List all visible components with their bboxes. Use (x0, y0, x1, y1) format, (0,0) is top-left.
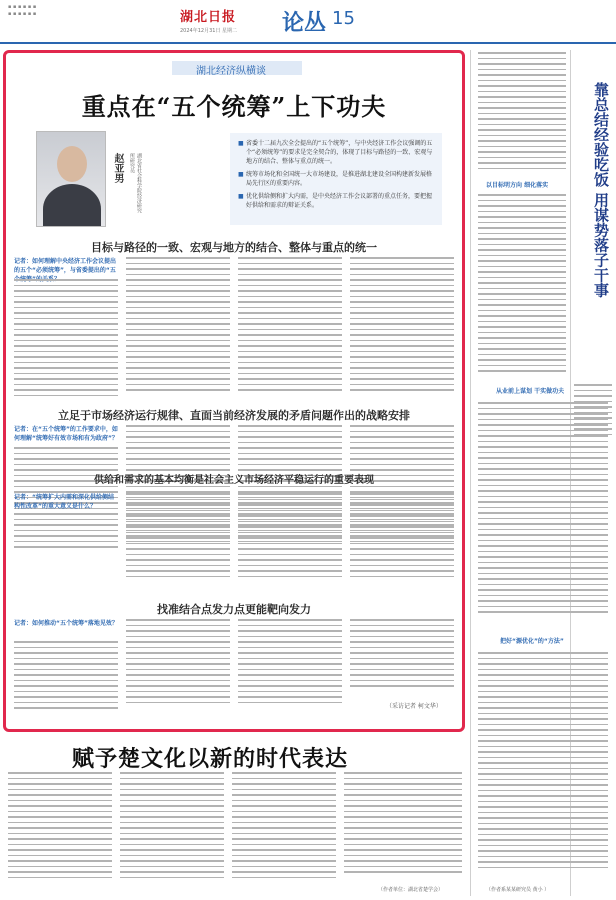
masthead (0, 0, 616, 44)
section-title: 论丛 (282, 10, 327, 36)
text-column (238, 619, 342, 715)
text-column (126, 257, 230, 403)
article-credit: （采访记者 柯文华） (386, 703, 442, 710)
text-column (350, 257, 454, 403)
side-text (478, 402, 608, 628)
text-column (238, 493, 342, 589)
column-divider (470, 50, 471, 896)
interview-question: 记者：“统筹扩大内需和深化供给侧结构性改革”的重大意义是什么？ (14, 494, 114, 510)
subhead: 目标与路径的一致、宏观与地方的结合、整体与重点的统一 (91, 241, 377, 254)
bottom-text-column (8, 772, 112, 894)
bottom-text-column (232, 772, 336, 894)
side-credit: （作者系某某研究员 黄小 ） (486, 887, 550, 893)
side-subhead: 从业前上谋划 干实做功夫 (496, 388, 565, 395)
interview-question: 记者：如何理解中央经济工作会议提出的五个“必须统筹”，与省委提出的“五 (14, 258, 117, 274)
highlighted-article[interactable] (3, 50, 465, 732)
bottom-text-column (344, 772, 462, 894)
summary-item: ■ 优化供给侧和扩大内需，是中央经济工作会议部署的重点任务，要把握好供给和需求的辩证关系。 (238, 192, 434, 210)
article-headline: 重点在“五个统筹”上下功夫 (81, 92, 387, 121)
subhead: 立足于市场经济运行规律、直面当前经济发展的矛盾问题作出的战略安排 (58, 409, 410, 422)
text-column (126, 619, 230, 715)
author-photo (36, 131, 106, 227)
page-number: 15 (332, 8, 355, 29)
author-name: 赵亚男 (112, 153, 123, 183)
side-text (478, 652, 608, 884)
text-column (14, 279, 118, 403)
text-column (238, 257, 342, 403)
side-text (478, 52, 566, 176)
bottom-headline: 赋予楚文化以新的时代表达 (72, 746, 349, 772)
paper-name: 湖北日报 (180, 10, 237, 25)
bottom-credit: （作者单位：湖北省楚学会） (378, 887, 444, 893)
subhead: 找准结合点发力点更能靶向发力 (157, 603, 311, 616)
article-summary (230, 133, 442, 225)
interview-question: 记者：如何推动“五个统筹”落地见效？ (14, 620, 118, 627)
summary-item: ■ 统筹市场化和全国统一大市场建设，是推进湖北建设全国构建新发展格局先行区的重要内容。 (238, 170, 434, 188)
text-column (350, 493, 454, 589)
summary-item: ■ 省委十二届九次全会提出的“五个统筹”，与中央经济工作会议强调的五个“必须统筹”的要求是完全契合的，体现了目标与路径的一致、宏观与地方的结合、整体与重点的统一。 (238, 139, 434, 166)
text-column (14, 641, 118, 715)
interview-question: 记者：在“五个统筹”的工作要求中，如何理解“统筹好有效市场和有为政府”？ (14, 426, 118, 442)
side-subhead: 以目标明方向 细化落实 (486, 182, 549, 189)
bottom-text-column (120, 772, 224, 894)
side-subhead: 把好“源优化”的“方法” (500, 638, 564, 645)
subhead: 供给和需求的基本均衡是社会主义市场经济平稳运行的重要表现 (94, 475, 374, 486)
text-column (350, 619, 454, 695)
text-column (126, 493, 230, 589)
side-text (478, 194, 566, 384)
masthead-brand (180, 6, 237, 34)
column-tag (172, 61, 302, 75)
column-tag-label: 湖北经济纵横谈 (196, 66, 266, 77)
side-headline: 靠总结经验吃饭 用谋势落子干事 (592, 82, 610, 298)
author-description: 湖北省社会科学院经济研究所研究员 (129, 153, 142, 213)
masthead-meta: ▪ ▪ ▪ ▪ ▪ ▪ ▪ ▪ ▪ ▪ ▪ ▪ (8, 4, 37, 17)
issue-date: 2024年12月31日 星期二 (180, 28, 238, 34)
